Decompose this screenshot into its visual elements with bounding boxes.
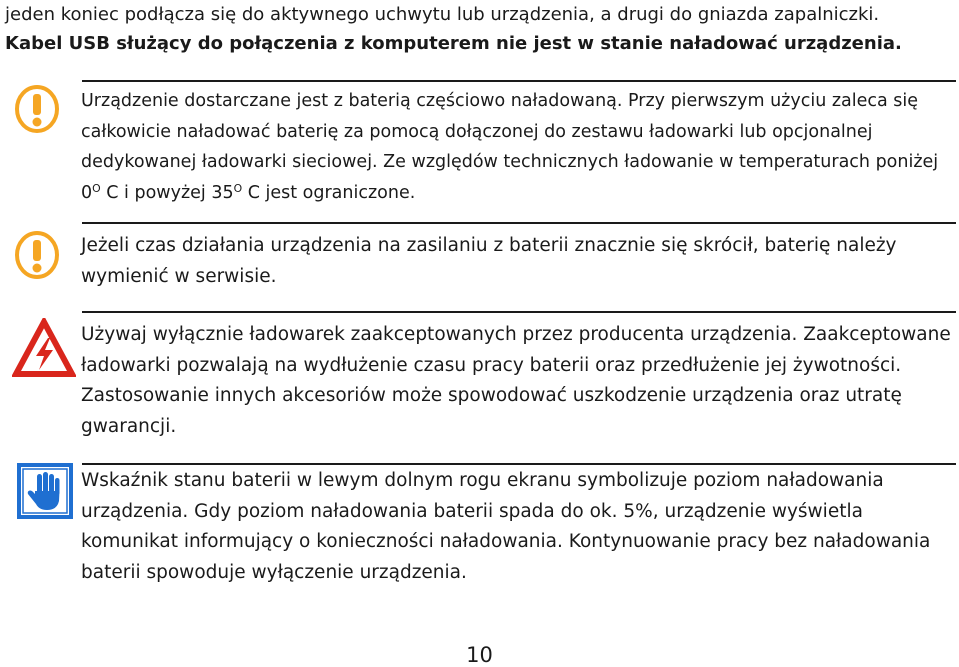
note-2-divider [82, 222, 956, 224]
note-3-divider [82, 311, 956, 313]
page-number: 10 [466, 643, 493, 667]
note-4-divider [82, 463, 956, 465]
stop-hand-icon [17, 463, 73, 519]
intro-line-1: jeden koniec podłącza się do aktywnego uchwytu lub urządzenia, a drugi do gniazda zapalniczki. [5, 4, 880, 25]
electric-hazard-icon [12, 318, 76, 378]
note-1-divider [82, 80, 956, 82]
warning-exclamation-icon [14, 230, 60, 280]
warning-exclamation-icon [14, 84, 60, 134]
note-2-text: Jeżeli czas działania urządzenia na zasilaniu z baterii znacznie się skrócił, baterię należy wymienić w serwisie. [81, 235, 897, 287]
intro-line-2-bold: Kabel USB służący do połączenia z komputerem nie jest w stanie naładować urządzenia. [5, 33, 902, 54]
note-3-text: Używaj wyłącznie ładowarek zaakceptowanych przez producenta urządzenia. Zaakceptowane ładowarki pozwalają na wydłużenie czasu pracy baterii oraz przedłużenie jej żywotności. Zastosowanie innych akcesoriów może spowodować uszkodzenie urządzenia oraz utratę gwarancji. [81, 324, 951, 437]
note-1-text: Urządzenie dostarczane jest z baterią częściowo naładowaną. Przy pierwszym użyciu zaleca się całkowicie naładować baterię za pomocą dołączonej do zestawu ładowarki lub opcjonalnej dedykowanej ładowarki sieciowej. Ze względów technicznych ładowanie w temperaturach poniżej $0^O$ C i powyżej $35^O$ C jest ograniczone. [81, 91, 939, 203]
note-4-text: Wskaźnik stanu baterii w lewym dolnym rogu ekranu symbolizuje poziom naładowania urządzenia. Gdy poziom naładowania baterii spada do ok. 5%, urządzenie wyświetla komunikat informujący o konieczności naładowania. Kontynuowanie pracy bez naładowania baterii spowoduje wyłączenie urządzenia. [81, 470, 931, 583]
